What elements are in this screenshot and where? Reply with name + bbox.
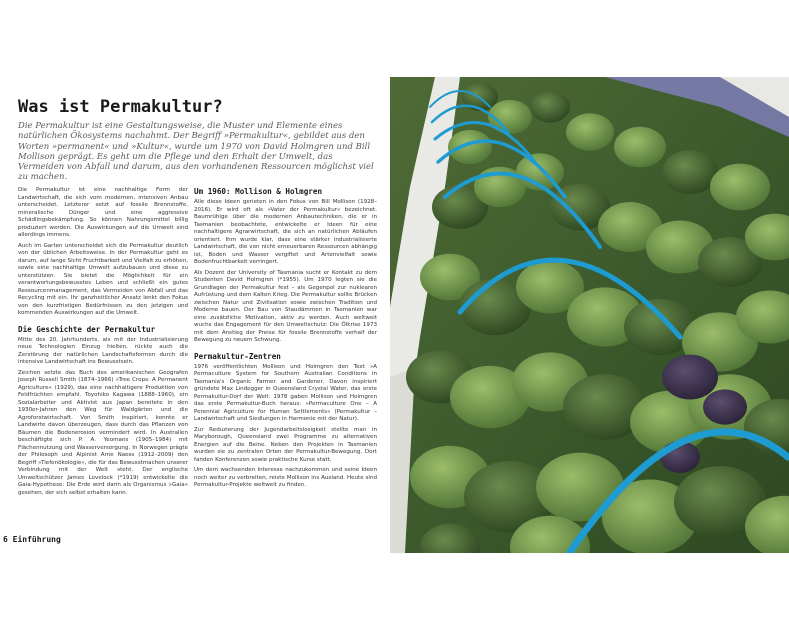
lead-paragraph: Die Permakultur ist eine Gestaltungsweise, die Muster und Elemente eines natürlichen Ökosystems nachahmt. Der Begriff »Permakultur«, gebildet aus den Worten »permanent« und »Kultur«, wurde um 1970 von David Holmgren und Bill Mollison geprägt. Es geht um die Pflege und den Erhalt der Umwelt, das Vermeiden von Abfall und darum, aus den vorhandenen Ressourcen möglichst viel zu machen. — [18, 121, 374, 183]
centers-paragraph-1: 1976 veröffentlichten Mollison und Holmgren den Text »A Permaculture System for Southern Australian Conditions in Tasmania's Organic Farmer and Gardener. Davon inspiriert gründete Max Lindegger in Queensland Crystal Water, das erste Permakultur-Dorf der Welt. 1978 gaben Mollison und Holmgren das erste Permakultur-Buch heraus: »Permaculture One – A Perennial Agriculture for Human Settlements« (Permakultur – Landwirtschaft und Siedlungen in Harmonie mit der Natur). — [194, 363, 377, 422]
mollison-paragraph-2: Als Dozent der University of Tasmania sucht er Kontakt zu dem Studenten David Holmgren (*1955). Um 1970 legten sie die Grundlagen der Permakultur fest – als Gegenpol zur nuklearen Aufrüstung und dem Kalten Krieg. Die Permakultur sollte Brücken zwischen Natur und Zivilisation sowie zwischen Tradition und Moderne bauen. Der Bau von Staudämmen in Tasmanien war eine zusätzliche Motivation, aktiv zu werden. Auch weltweit wuchs das Engagement für den Umweltschutz: Die Ölkrise 1973 mit dem Anstieg der Preise für fossile Brennstoffe verhalf der Bewegung zu neuem Schwung. — [194, 269, 377, 343]
garden-photo — [390, 77, 789, 553]
leaf-clump — [710, 164, 770, 211]
mollison-paragraph-1: Alle diese Ideen gerieten in den Fokus von Bill Mollison (1928–2016). Er wird oft als »Vater der Permakultur« bezeichnet. Baumrühige über die modernen Anbautechniken, die er in Tasmanien beobachtete, entwickelte er Ideen für eine nachhaltigere Agrarwirtschaft, die sich an natürlichen Abläufen orientiert. Ihm wurde klar, dass eine stärker industrialisierte Landwirtschaft, die von nicht erneuerbaren Ressourcen abhängig ist, Boden und Wasser vergiftet und Artenvielfalt sowie Bodenfruchtbarkeit verringert. — [194, 199, 377, 265]
page-title: Was ist Permakultur? — [18, 97, 223, 117]
left-page — [0, 0, 390, 631]
text-column-left — [18, 187, 188, 500]
leaf-clump — [530, 91, 570, 122]
purple-cabbage — [703, 389, 747, 424]
centers-paragraph-2: Zur Reduzierung der Jugendarbeitslosigkeit stellte man in Maryborough, Queensland zwei Programme zu alternativen Energien auf die Beine. Neben den Projekten in Tasmanien wurden sie zu zentralen Orten der Permakultur-Bewegung. Dort fanden Konferenzen sowie praktische Kurse statt. — [194, 426, 377, 463]
history-heading: Die Geschichte der Permakultur — [18, 324, 156, 334]
history-paragraph-1: Mitte des 20. Jahrhunderts, als mit der Industrialisierung neue Technologien Einzug hielten, rückte auch die Zerstörung der natürlichen Landschaftsformen durch die intensive Landwirtschaft ins Bewusstsein. — [18, 336, 188, 365]
garden-photo-icon — [390, 77, 789, 553]
leaf-clump — [614, 127, 666, 168]
leaf-clump — [662, 150, 718, 194]
leaf-clump — [566, 113, 614, 150]
intro-paragraph-1: Die Permakultur ist eine nachhaltige Form der Landwirtschaft, die sich vom modernen, intensiven Anbau unterscheidet. Letzterer setzt auf fossile Brennstoffe, mineralische Dünger und eine aggressive Schädlingsbekämpfung. So können Nahrungsmittel billig produziert werden. Die Auswirkungen auf die Umwelt sind allerdings immens. — [18, 187, 188, 238]
page-folio: 6 Einführung — [3, 535, 61, 544]
centers-paragraph-3: Um dem wachsenden Interesse nachzukommen und seine Ideen noch weiter zu verbreiten, reiste Mollison ins Ausland. Heute sind Permakultur-Projekte weltweit zu finden. — [194, 467, 377, 488]
mollison-holmgren-heading: Um 1960: Mollison & Holmgren — [194, 187, 323, 196]
text-column-right — [194, 187, 377, 493]
leaf-clump — [448, 130, 492, 164]
centers-heading: Permakultur-Zentren — [194, 351, 281, 361]
intro-paragraph-2: Auch im Garten unterscheidet sich die Permakultur deutlich von der üblichen Arbeitsweise. In der Permakultur geht es darum, auf lange Sicht Fruchtbarkeit und Vielfalt zu erhöhen, sowie eine nachhaltige Umwelt aufzubauen und diese zu unterstützen. Sie bietet die Möglichkeit für ein verantwortungsbewusstes Leben und schließt ein gutes Ressourcenmanagement, das Vermeiden von Abfall und das Recycling mit ein. Ihr ganzheitlicher Ansatz lenkt den Fokus von den kurzfristigen Bedürfnissen zu den jetzigen und kommenden Auswirkungen auf die Umwelt. — [18, 242, 188, 316]
history-paragraph-2: Zeichen setzte das Buch des amerikanischen Geografen Joseph Russell Smith (1874–1966) »Tree Crops: A Permanent Agriculture« (1929), das eine nachhaltigere Produktion von Feldfrüchten empfahl. Toyohiko Kagawa (1888–1960), ein Sozialarbeiter und Aktivist aus Japan bereitete in den 1930er-Jahren den Weg für Waldgärten und die Agroforstwirtschaft. Von Smith inspiriert, konnte er Landwirte davon überzeugen, dass durch das Pflanzen von Bäumen die Bodenerosion vermindert wird. In Australien beschäftigte sich P. A. Yeomans (1905–1984) mit Flächennutzung und Wasserversorgung. In Norwegen prägte der Philosoph und Alpinist Arne Naess (1912–2009) den Begriff »Tiefenökologie«, die für das Bewusstmachen unserer Verbindung mit der Welt steht. Der englische Umweltschützer James Lovelock (*1919) entwickelte die Gaia-Hypothese: Die Erde wird darin als Organismus »Gaia« gesehen, der sich selbst erhalten kann. — [18, 369, 189, 496]
purple-cabbage — [662, 355, 718, 400]
